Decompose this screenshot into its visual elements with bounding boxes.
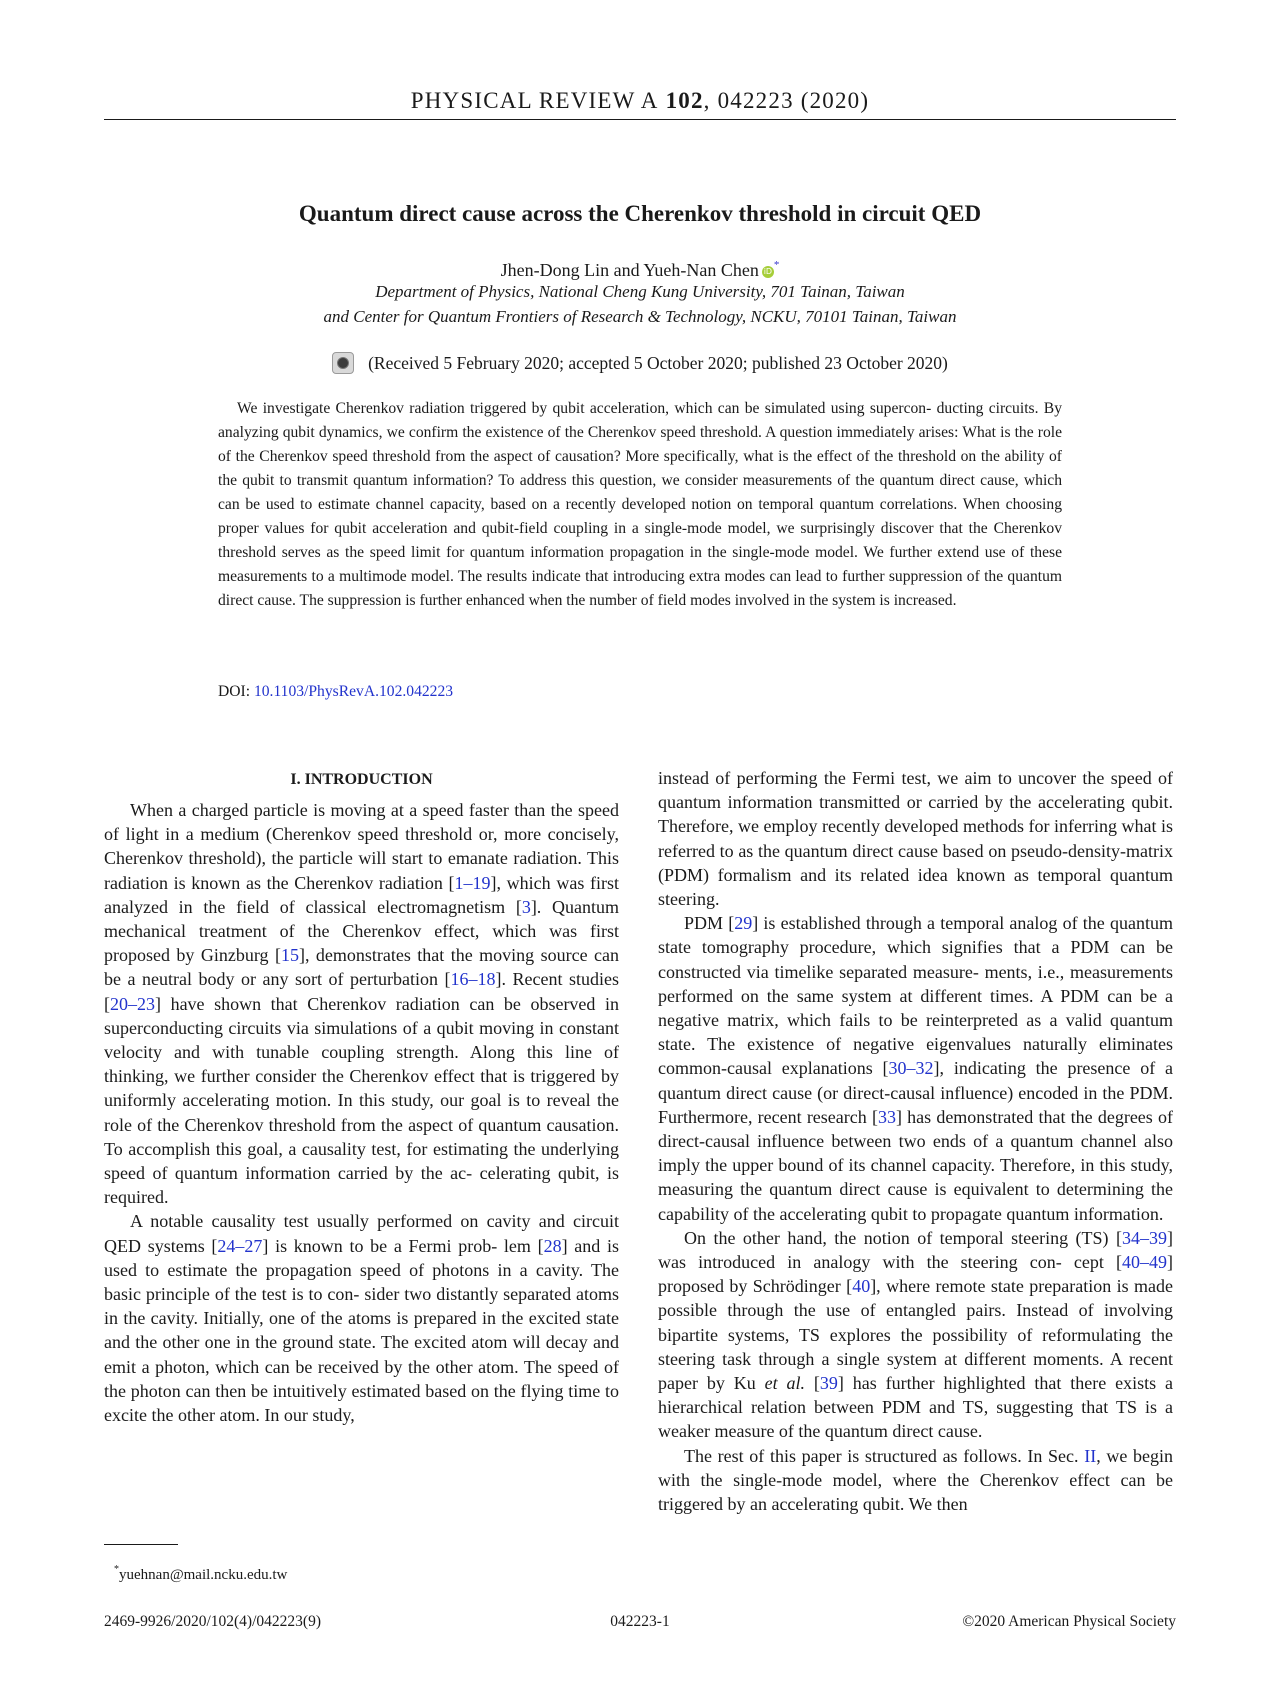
doi-line xyxy=(218,680,453,704)
doi-link[interactable]: 10.1103/PhysRevA.102.042223 xyxy=(253,683,454,700)
citation-link[interactable]: 30–32 xyxy=(888,1058,934,1079)
citation-link[interactable]: 16–18 xyxy=(450,969,496,990)
citation-link[interactable]: 29 xyxy=(734,913,753,934)
journal-citation: , 042223 (2020) xyxy=(703,88,870,113)
citation-link[interactable]: 24–27 xyxy=(217,1235,263,1256)
citation-link[interactable]: 1–19 xyxy=(454,872,491,893)
footer-issn: 2469-9926/2020/102(4)/042223(9) xyxy=(104,1613,321,1630)
section-heading: I. INTRODUCTION xyxy=(290,771,433,788)
author-line xyxy=(104,252,1176,283)
footer-page-number: 042223-1 xyxy=(610,1613,670,1630)
citation-link[interactable]: 3 xyxy=(521,896,531,917)
citation-link[interactable]: 20–23 xyxy=(110,993,155,1014)
affiliation-line-1: Department of Physics, National Cheng Kung University, 701 Tainan, Taiwan xyxy=(375,282,905,301)
right-column xyxy=(658,766,1173,1516)
citation-link[interactable]: 15 xyxy=(280,945,299,966)
citation-link[interactable]: 39 xyxy=(819,1373,838,1394)
citation-link[interactable]: 33 xyxy=(877,1106,896,1127)
citation-link[interactable]: 40 xyxy=(852,1276,871,1297)
citation-link[interactable]: 28 xyxy=(543,1235,562,1256)
paragraph: PDM [29] is established through a temporal analog of the quantum state tomography procedure, which signifies that a PDM can be constructed via timelike separated measure- ments, i.e., measurements performed on the same system at different times. A PDM can be a negative matrix, which fails to be reinterpreted as a valid quantum state. The existence of negative eigenvalues naturally eliminates common-causal explanations [30–32], indicating the presence of a quantum direct cause (or direct-causal influence) encoded in the PDM. Furthermore, recent research [33] has demonstrated that the degrees of direct-causal influence between two ends of a quantum channel also imply the upper bound of its channel capacity. Therefore, in this study, measuring the quantum direct cause is equivalent to determining the capability of the accelerating qubit to propagate quantum information. xyxy=(658,913,1173,1224)
paper-title: Quantum direct cause across the Cherenkov threshold in circuit QED xyxy=(298,201,982,226)
check-for-updates-icon[interactable] xyxy=(332,352,354,374)
affiliation-line-2: and Center for Quantum Frontiers of Research & Technology, NCKU, 70101 Tainan, Taiwan xyxy=(323,307,957,326)
footnote xyxy=(114,1560,287,1585)
italic-text: et al. xyxy=(764,1373,805,1394)
received-dates xyxy=(104,351,1176,375)
paragraph: The rest of this paper is structured as follows. In Sec. II, we begin with the single-mode model, where the Cherenkov effect can be triggered by an accelerating qubit. We then xyxy=(658,1445,1174,1515)
footer-copyright: ©2020 American Physical Society xyxy=(962,1613,1176,1630)
footnote-email[interactable]: yuehnan@mail.ncku.edu.tw xyxy=(119,1567,288,1583)
citation-link[interactable]: II xyxy=(1084,1445,1097,1466)
author-names: Jhen-Dong Lin and Yueh-Nan Chen xyxy=(500,260,759,280)
paragraph: On the other hand, the notion of temporal steering (TS) [34–39] was introduced in analogy with the steering con- cept [40–49] proposed by Schrödinger [40], where remote state preparation is made possible through the use of entangled pairs. Instead of involving bipartite systems, TS explores the possibility of reformulating the steering task through a single system at different moments. A recent paper by Ku et al. [39] has further highlighted that there exists a hierarchical relation between PDM and TS, suggesting that TS is a weaker measure of the quantum direct cause. xyxy=(658,1227,1173,1442)
left-column xyxy=(104,768,619,1427)
journal-header xyxy=(104,86,1176,116)
journal-volume: 102 xyxy=(665,88,704,113)
paragraph: instead of performing the Fermi test, we aim to uncover the speed of quantum information transmitted or carried by the accelerating qubit. Therefore, we employ recently developed methods for inferring what is referred to as the quantum direct cause based on pseudo-density-matrix (PDM) formalism and its related idea known as temporal quantum steering. xyxy=(658,768,1173,910)
abstract: We investigate Cherenkov radiation triggered by qubit acceleration, which can be simulated using supercon- ducting circuits. By analyzing qubit dynamics, we confirm the existence of the Cherenkov speed threshold. A question immediately arises: What is the role of the Cherenkov speed threshold from the aspect of causation? More specifically, what is the effect of the threshold on the ability of the qubit to transmit quantum information? To address this question, we consider measurements of the quantum direct cause, which can be used to estimate channel capacity, based on a recently developed notion on temporal quantum correlations. When choosing proper values for qubit acceleration and qubit-field coupling in a single-mode model, we surprisingly discover that the Cherenkov threshold serves as the speed limit for quantum information propagation in the single-mode model. We further extend use of these measurements to a multimode model. The results indicate that introducing extra modes can lead to further suppression of the quantum direct cause. The suppression is further enhanced when the number of field modes involved in the system is increased. xyxy=(218,400,1062,609)
journal-name: PHYSICAL REVIEW A xyxy=(410,88,659,113)
footnote-rule xyxy=(104,1544,178,1545)
paragraph: A notable causality test usually performed on cavity and circuit QED systems [24–27] is known to be a Fermi prob- lem [28] and is used to estimate the propagation speed of photons in a cavity. The basic principle of the test is to con- sider two distantly separated atoms in the cavity. Initially, one of the atoms is prepared in the excited state and the other one in the ground state. The excited atom will decay and emit a photon, which can be received by the other atom. The speed of the photon can then be intuitively estimated based on the flying time to excite the other atom. In our study, xyxy=(104,1211,619,1426)
header-rule xyxy=(104,119,1176,120)
footnote-marker: * xyxy=(114,1564,119,1575)
citation-link[interactable]: 40–49 xyxy=(1122,1252,1167,1273)
received-text: (Received 5 February 2020; accepted 5 October 2020; published 23 October 2020) xyxy=(368,353,948,373)
citation-link[interactable]: 34–39 xyxy=(1122,1227,1167,1248)
paragraph: When a charged particle is moving at a speed faster than the speed of light in a medium (Cherenkov speed threshold or, more concisely, Cherenkov threshold), the particle will start to emanate radiation. This radiation is known as the Cherenkov radiation [1–19], which was first analyzed in the field of classical electromagnetism [3]. Quantum mechanical treatment of the Cherenkov effect, which was first proposed by Ginzburg [15], demonstrates that the moving source can be a neutral body or any sort of perturbation [16–18]. Recent studies [20–23] have shown that Cherenkov radiation can be observed in superconducting circuits via simulations of a qubit moving in constant velocity and with tunable coupling strength. Along this line of thinking, we further consider the Cherenkov effect that is triggered by uniformly accelerating motion. In this study, our goal is to reveal the role of the Cherenkov threshold from the aspect of quantum causation. To accomplish this goal, a causality test, for estimating the underlying speed of quantum information carried by the ac- celerating qubit, is required. xyxy=(104,800,620,1208)
corresponding-author-marker[interactable]: * xyxy=(773,259,780,271)
orcid-icon[interactable]: iD xyxy=(763,267,773,276)
doi-label: DOI: xyxy=(218,683,254,700)
